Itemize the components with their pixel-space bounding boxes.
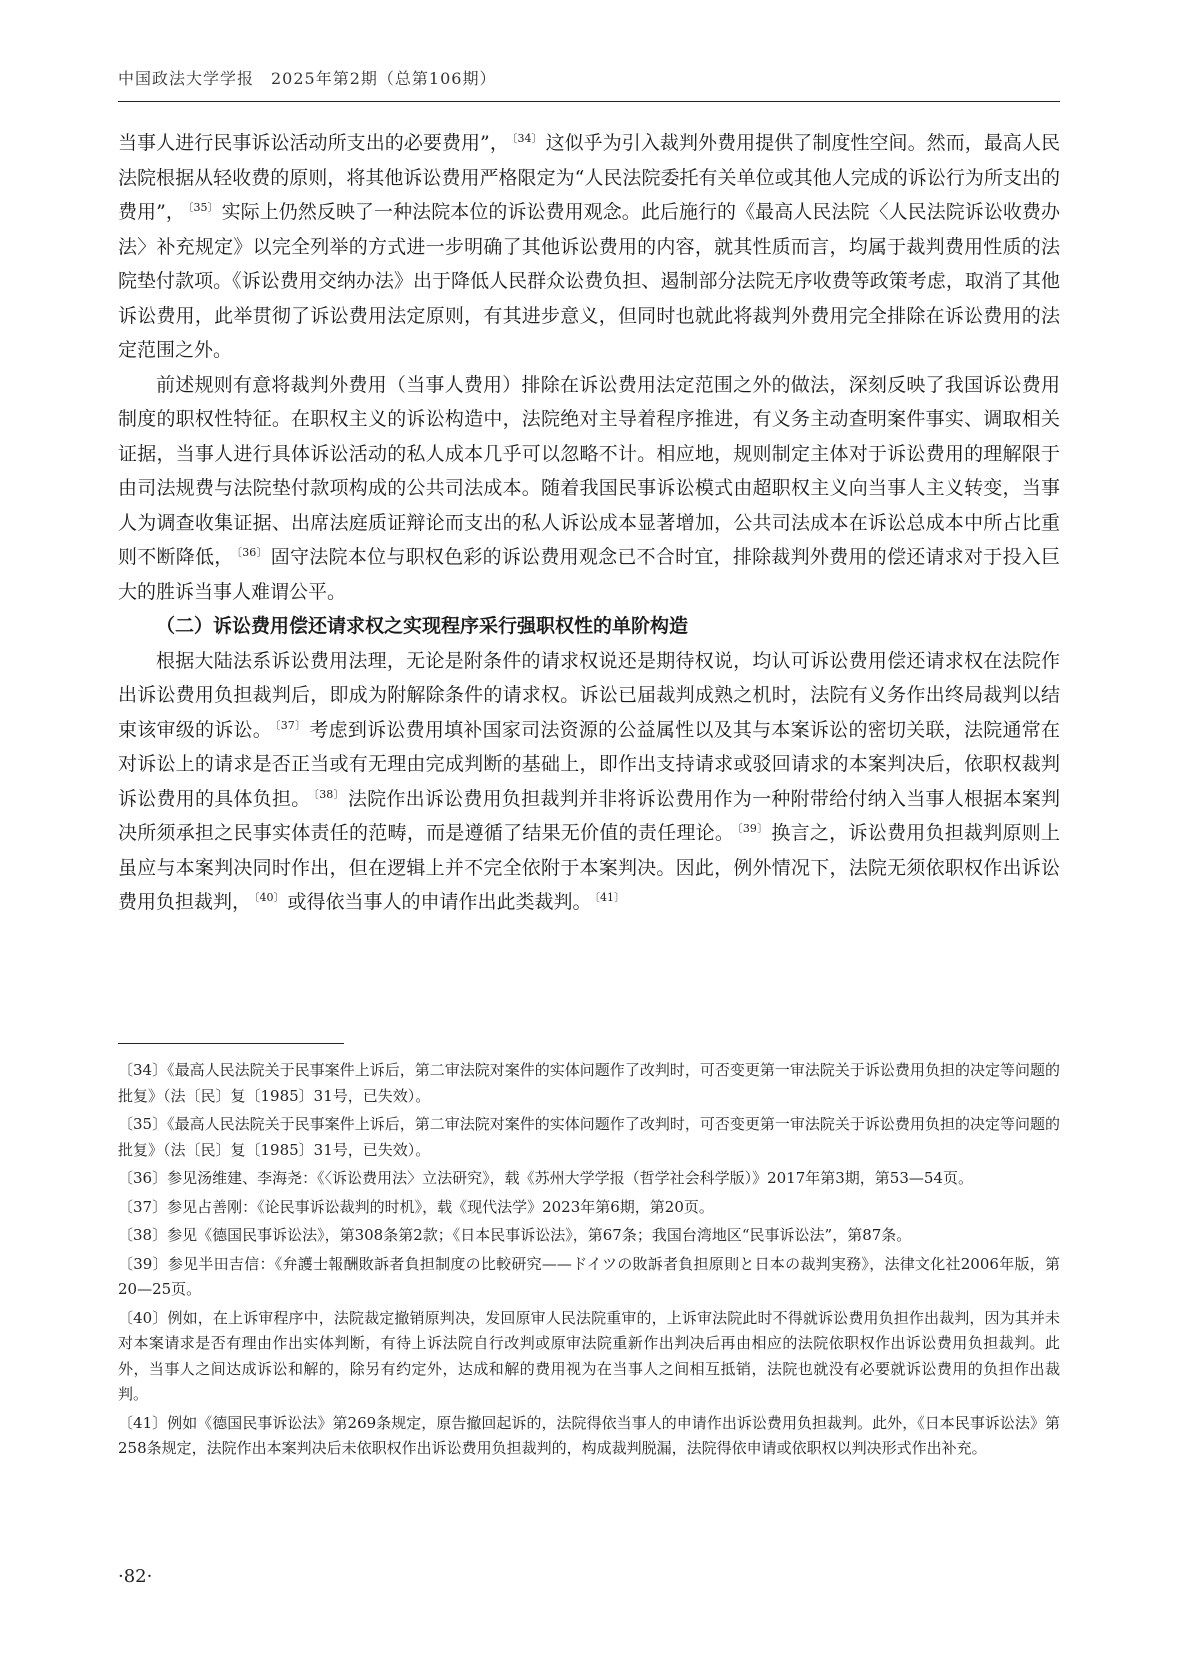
text-span: 固守法院本位与职权色彩的诉讼费用观念已不合时宜，排除裁判外费用的偿还请求对于投入巨大的胜诉当事人难谓公平。 bbox=[118, 546, 1060, 603]
footnote-38: 〔38〕参见《德国民事诉讼法》，第308条第2款；《日本民事诉讼法》，第67条；我国台湾地区“民事诉讼法”，第87条。 bbox=[118, 1226, 912, 1244]
paragraph-3 bbox=[118, 644, 1060, 920]
text-span: 或得依当事人的申请作出此类裁判。 bbox=[287, 891, 592, 913]
footnote-ref-41[interactable]: 〔41〕 bbox=[594, 891, 626, 904]
text-span: 考虑到诉讼费用填补国家司法资源的公益属性以及其与本案诉讼的密切关联，法院通常在对诉讼上的请求是否正当或有无理由完成判断的基础上，即作出支持请求或驳回请求的本案判决后，依职权裁判诉讼费用的具体负担。 bbox=[118, 718, 1060, 810]
footnote-37: 〔37〕参见占善刚：《论民事诉讼裁判的时机》，载《现代法学》2023年第6期，第20页。 bbox=[118, 1197, 714, 1216]
text-span: 法院作出诉讼费用负担裁判并非将诉讼费用作为一种附带给付纳入当事人根据本案判决所须承担之民事实体责任的范畴，而是遵循了结果无价值的责任理论。 bbox=[118, 787, 1060, 844]
text-span: 当事人进行民事诉讼活动所支出的必要费用”， bbox=[118, 132, 509, 154]
footnote-ref-40[interactable]: 〔40〕 bbox=[254, 891, 285, 904]
main-text bbox=[118, 126, 1060, 920]
header-rule bbox=[118, 101, 1060, 102]
text-span: 根据大陆法系诉讼费用法理，无论是附条件的请求权说还是期待权说，均认可诉讼费用偿还请求权在法院作出诉讼费用负担裁判后，即成为附解除条件的请求权。诉讼已届裁判成熟之机时，法院有义务作出终局裁判以结束该审级的诉讼。 bbox=[118, 649, 1060, 741]
paragraph-2 bbox=[118, 368, 1060, 610]
footnote-rule bbox=[118, 1043, 344, 1044]
footnote-ref-34[interactable]: 〔34〕 bbox=[511, 132, 543, 145]
footnote-ref-39[interactable]: 〔39〕 bbox=[737, 822, 769, 835]
footnote-39: 〔39〕参见半田吉信：《弁護士報酬敗訴者負担制度の比較研究——ドイツの敗訴者負担原則と日本の裁判実務》，法律文化社2006年版，第20—25页。 bbox=[118, 1254, 1060, 1298]
text-span: 这似乎为引入裁判外费用提供了制度性空间。然而，最高人民法院根据从轻收费的原则，将其他诉讼费用严格限定为“人民法院委托有关单位或其他人完成的诉讼行为所支出的费用”， bbox=[118, 132, 1061, 223]
running-header: 中国政法大学学报 2025年第2期（总第106期） bbox=[118, 69, 497, 88]
footnote-36: 〔36〕参见汤维建、李海尧：《〈诉讼费用法〉立法研究》，载《苏州大学学报（哲学社会科学版）》2017年第3期，第53—54页。 bbox=[118, 1169, 973, 1187]
footnote-40: 〔40〕例如，在上诉审程序中，法院裁定撤销原判决，发回原审人民法院重审的，上诉审法院此时不得就诉讼费用负担作出裁判，因为其并未对本案请求是否有理由作出实体判断，有待上诉法院自行改判或原审法院重新作出判决后再由相应的法院依职权作出诉讼费用负担裁判。此外，当事人之间达成诉讼和解的，除另有约定外，达成和解的费用视为在当事人之间相互抵销，法院也就没有必要就诉讼费用的负担作出裁判。 bbox=[118, 1308, 1060, 1403]
page-number: ·82· bbox=[118, 1566, 153, 1587]
footnote-35: 〔35〕《最高人民法院关于民事案件上诉后，第二审法院对案件的实体问题作了改判时，可否变更第一审法院关于诉讼费用负担的决定等问题的批复》（法〔民〕复〔1985〕31号，已失效）。 bbox=[118, 1115, 1060, 1159]
footnote-ref-36[interactable]: 〔36〕 bbox=[236, 546, 268, 559]
text-span: 实际上仍然反映了一种法院本位的诉讼费用观念。此后施行的《最高人民法院〈人民法院诉讼收费办法〉补充规定》以完全列举的方式进一步明确了其他诉讼费用的内容，就其性质而言，均属于裁判费用性质的法院垫付款项。《诉讼费用交纳办法》出于降低人民群众讼费负担、遏制部分法院无序收费等政策考虑，取消了其他诉讼费用，此举贯彻了诉讼费用法定原则，有其进步意义，但同时也就此将裁判外费用完全排除在诉讼费用的法定范围之外。 bbox=[118, 201, 1060, 361]
text-span: 前述规则有意将裁判外费用（当事人费用）排除在诉讼费用法定范围之外的做法，深刻反映了我国诉讼费用制度的职权性特征。在职权主义的诉讼构造中，法院绝对主导着程序推进，有义务主动查明案件事实、调取相关证据，当事人进行具体诉讼活动的私人成本几乎可以忽略不计。相应地，规则制定主体对于诉讼费用的理解限于由司法规费与法院垫付款项构成的公共司法成本。随着我国民事诉讼模式由超职权主义向当事人主义转变，当事人为调查收集证据、出席法庭质证辩论而支出的私人诉讼成本显著增加，公共司法成本在诉讼总成本中所占比重则不断降低， bbox=[118, 373, 1060, 568]
footnote-ref-37[interactable]: 〔37〕 bbox=[275, 718, 307, 732]
footnote-34: 〔34〕《最高人民法院关于民事案件上诉后，第二审法院对案件的实体问题作了改判时，可否变更第一审法院关于诉讼费用负担的决定等问题的批复》（法〔民〕复〔1985〕31号，已失效）。 bbox=[118, 1061, 1060, 1105]
paragraph-1 bbox=[118, 126, 1060, 368]
footnote-ref-38[interactable]: 〔38〕 bbox=[313, 787, 345, 801]
footnotes bbox=[118, 1058, 1060, 1465]
footnote-41: 〔41〕例如《德国民事诉讼法》第269条规定，原告撤回起诉的，法院得依当事人的申请作出诉讼费用负担裁判。此外，《日本民事诉讼法》第258条规定，法院作出本案判决后未依职权作出诉讼费用负担裁判的，构成裁判脱漏，法院得依申请或依职权以判决形式作出补充。 bbox=[118, 1413, 1060, 1457]
footnote-ref-35[interactable]: 〔35〕 bbox=[187, 201, 219, 214]
section-heading: （二）诉讼费用偿还请求权之实现程序采行强职权性的单阶构造 bbox=[156, 615, 689, 637]
text-span: 换言之，诉讼费用负担裁判原则上虽应与本案判决同时作出，但在逻辑上并不完全依附于本案判决。因此，例外情况下，法院无须依职权作出诉讼费用负担裁判， bbox=[118, 822, 1060, 913]
